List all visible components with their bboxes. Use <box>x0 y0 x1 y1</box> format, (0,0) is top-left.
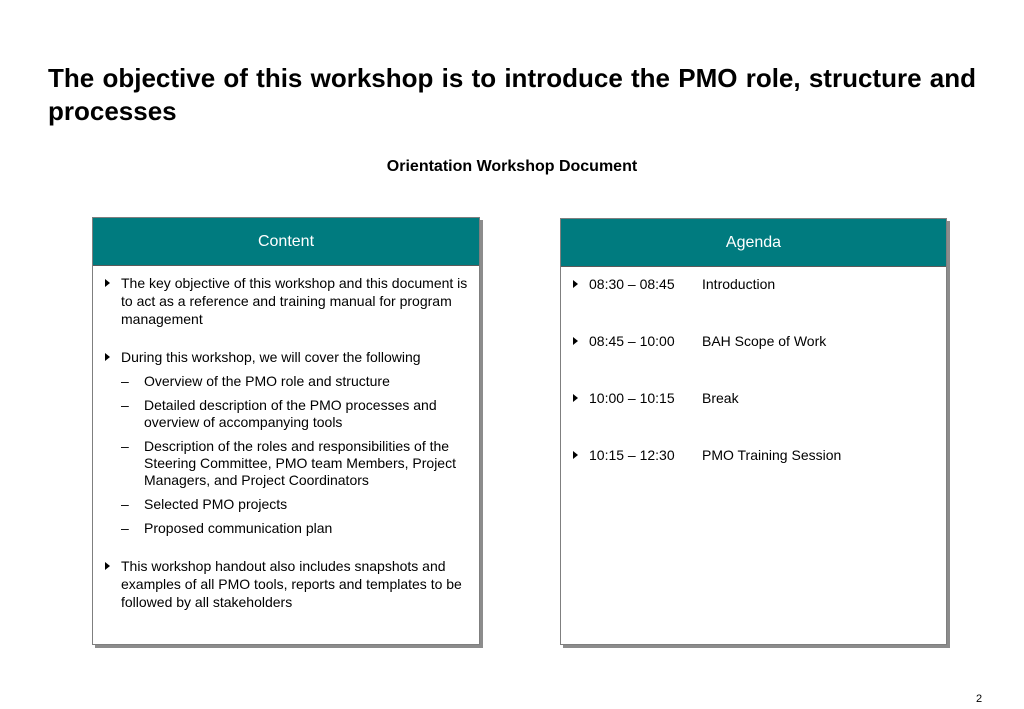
agenda-item <box>573 275 940 332</box>
content-panel-body <box>93 266 479 611</box>
content-panel <box>92 217 480 645</box>
content-bullet-text: During this workshop, we will cover the following <box>121 349 421 365</box>
agenda-time: 10:00 – 10:15 <box>589 390 675 406</box>
content-sub-item-text: Detailed description of the PMO processes and overview of accompanying tools <box>144 397 437 430</box>
content-sub-item-text: Selected PMO projects <box>144 496 288 512</box>
bullet-arrow-icon <box>573 451 578 459</box>
content-bullet-text: The key objective of this workshop and this document is to act as a reference and training manual for program management <box>121 275 468 327</box>
agenda-time: 08:45 – 10:00 <box>589 333 675 349</box>
bullet-arrow-icon <box>105 353 110 361</box>
content-sub-item-text: Description of the roles and responsibilities of the Steering Committee, PMO team Members, Project Managers, and Project Coordinators <box>144 438 456 488</box>
content-sub-item-text: Proposed communication plan <box>144 520 333 536</box>
bullet-arrow-icon <box>573 280 578 288</box>
content-sub-item <box>105 496 473 513</box>
agenda-time: 08:30 – 08:45 <box>589 276 675 292</box>
agenda-panel-title: Agenda <box>725 233 782 251</box>
content-panel-header <box>93 218 479 266</box>
slide-title: The objective of this workshop is to introduce the PMO role, structure and processes <box>48 63 976 126</box>
page-number: 2 <box>976 693 983 705</box>
dash-icon: – <box>121 438 129 454</box>
bullet-arrow-icon <box>573 394 578 402</box>
agenda-item <box>573 389 940 446</box>
slide-subtitle: Orientation Workshop Document <box>386 158 638 175</box>
agenda-label: Break <box>702 390 739 406</box>
content-sub-item <box>105 373 473 390</box>
content-bullet <box>105 348 473 366</box>
agenda-panel-header <box>561 219 946 267</box>
agenda-panel-body <box>561 267 946 503</box>
content-sub-item <box>105 438 473 489</box>
bullet-arrow-icon <box>573 337 578 345</box>
content-sub-item-text: Overview of the PMO role and structure <box>144 373 390 389</box>
content-bullet <box>105 274 473 328</box>
dash-icon: – <box>121 397 129 413</box>
dash-icon: – <box>121 520 129 536</box>
content-sub-item <box>105 397 473 431</box>
content-bullet <box>105 557 473 611</box>
agenda-label: PMO Training Session <box>702 447 842 463</box>
agenda-label: BAH Scope of Work <box>702 333 827 349</box>
agenda-panel <box>560 218 947 645</box>
agenda-item <box>573 446 940 503</box>
agenda-time: 10:15 – 12:30 <box>589 447 675 463</box>
dash-icon: – <box>121 496 129 512</box>
content-bullet-text: This workshop handout also includes snapshots and examples of all PMO tools, reports and templates to be followed by all stakeholders <box>121 558 462 610</box>
agenda-label: Introduction <box>702 276 776 292</box>
content-panel-title: Content <box>257 232 315 250</box>
bullet-arrow-icon <box>105 279 110 287</box>
content-sub-item <box>105 520 473 537</box>
agenda-item <box>573 332 940 389</box>
bullet-arrow-icon <box>105 562 110 570</box>
dash-icon: – <box>121 373 129 389</box>
